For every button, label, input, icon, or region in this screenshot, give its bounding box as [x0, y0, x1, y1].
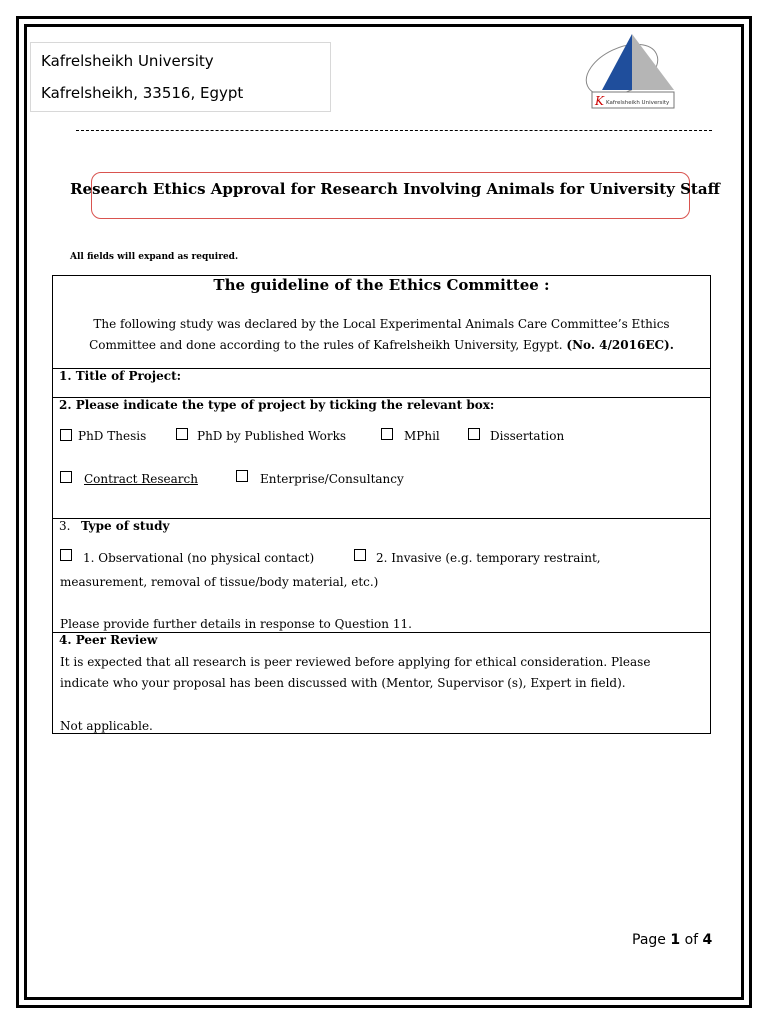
- further-details-note: Please provide further details in response to Question 11.: [60, 617, 412, 631]
- address-block: [30, 42, 331, 112]
- guideline-body: The following study was declared by the Local Experimental Animals Care Committee’s Ethics Committee and done according to the rules of Kafrelsheikh University, Egypt.: [89, 317, 670, 352]
- svg-text:K: K: [595, 94, 604, 108]
- university-name: Kafrelsheikh University: [41, 52, 214, 70]
- page-current: 1: [670, 932, 681, 948]
- checkbox-enterprise[interactable]: [236, 470, 248, 482]
- type-of-study-label: Type of study: [81, 519, 170, 533]
- guideline-text: [65, 314, 698, 356]
- option-invasive: 2. Invasive (e.g. temporary restraint,: [376, 551, 601, 565]
- page-total: 4: [702, 932, 713, 948]
- checkbox-invasive[interactable]: [354, 549, 366, 561]
- title-of-project-label: 1. Title of Project:: [59, 369, 182, 383]
- option-invasive-cont: measurement, removal of tissue/body material, etc.): [60, 575, 379, 589]
- checkbox-observational[interactable]: [60, 549, 72, 561]
- checkbox-mphil[interactable]: [381, 428, 393, 440]
- logo-caption: Kafrelsheikh University: [606, 100, 670, 106]
- title-of-project-section: [53, 369, 710, 398]
- guideline-section: [53, 276, 710, 369]
- option-observational: 1. Observational (no physical contact): [83, 551, 315, 565]
- type-of-study-num: 3.: [59, 519, 71, 533]
- option-phd-thesis: PhD Thesis: [78, 429, 147, 443]
- checkbox-contract-research[interactable]: [60, 471, 72, 483]
- peer-review-na: Not applicable.: [60, 719, 153, 733]
- university-logo: [582, 30, 676, 112]
- page-of-word: of: [684, 932, 699, 948]
- type-of-study-section: [53, 519, 710, 633]
- form-table: [52, 275, 711, 734]
- header-divider: [76, 130, 712, 131]
- checkbox-dissertation[interactable]: [468, 428, 480, 440]
- peer-review-section: [53, 633, 710, 733]
- document-title: Research Ethics Approval for Research Involving Animals for University Staff: [70, 180, 720, 198]
- checkbox-phd-published[interactable]: [176, 428, 188, 440]
- page-word: Page: [632, 932, 666, 948]
- project-type-section: [53, 398, 710, 519]
- project-type-label: 2. Please indicate the type of project by ticking the relevant box:: [59, 398, 495, 412]
- guideline-heading: The guideline of the Ethics Committee :: [213, 276, 550, 294]
- option-phd-published: PhD by Published Works: [197, 429, 347, 443]
- fields-note: All fields will expand as required.: [70, 252, 239, 262]
- option-enterprise: Enterprise/Consultancy: [260, 472, 404, 486]
- peer-review-label: 4. Peer Review: [59, 633, 158, 647]
- university-address: Kafrelsheikh, 33516, Egypt: [41, 84, 244, 102]
- option-dissertation: Dissertation: [490, 429, 565, 443]
- peer-review-line2: indicate who your proposal has been discussed with (Mentor, Supervisor (s), Expert in field).: [60, 676, 626, 690]
- option-mphil: MPhil: [404, 429, 440, 443]
- checkbox-phd-thesis[interactable]: [60, 429, 72, 441]
- guideline-ref: (No. 4/2016EC).: [566, 338, 674, 352]
- peer-review-line1: It is expected that all research is peer reviewed before applying for ethical consideration. Please: [60, 655, 651, 669]
- option-contract-research: Contract Research: [84, 472, 198, 486]
- page-number: [632, 932, 712, 948]
